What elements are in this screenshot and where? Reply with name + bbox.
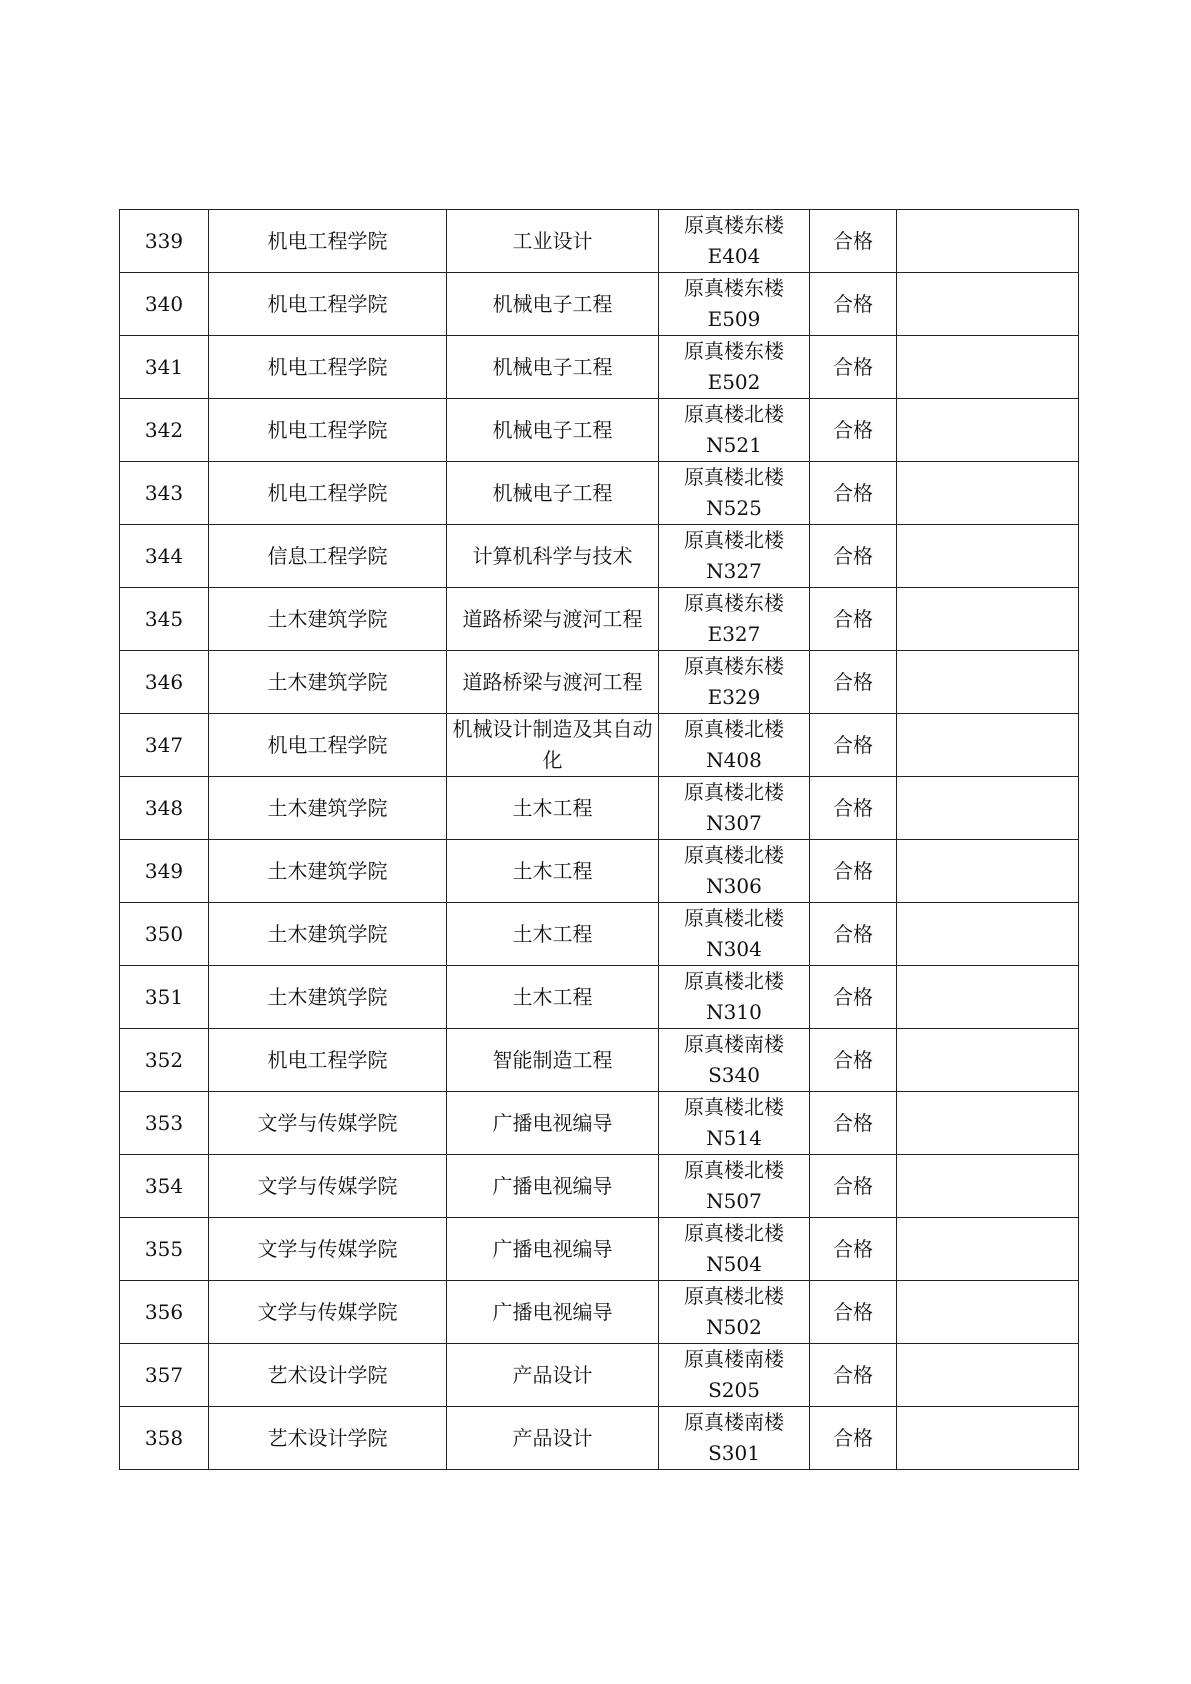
row-number-cell: 342 bbox=[120, 399, 209, 462]
row-number-cell: 344 bbox=[120, 525, 209, 588]
note-cell bbox=[897, 1281, 1079, 1344]
location-cell bbox=[659, 1092, 810, 1155]
room-number: N304 bbox=[706, 937, 762, 961]
major-cell: 土木工程 bbox=[447, 840, 659, 903]
note-cell bbox=[897, 1344, 1079, 1407]
college-cell: 土木建筑学院 bbox=[209, 651, 447, 714]
table-body bbox=[120, 210, 1079, 1470]
room-number: E329 bbox=[707, 685, 761, 709]
college-cell: 土木建筑学院 bbox=[209, 966, 447, 1029]
college-cell: 文学与传媒学院 bbox=[209, 1218, 447, 1281]
row-number-cell: 355 bbox=[120, 1218, 209, 1281]
room-number: N504 bbox=[706, 1252, 762, 1276]
note-cell bbox=[897, 462, 1079, 525]
row-number-cell: 343 bbox=[120, 462, 209, 525]
table-row bbox=[120, 1218, 1079, 1281]
major-cell: 土木工程 bbox=[447, 966, 659, 1029]
building-name: 原真楼北楼 bbox=[684, 465, 784, 489]
note-cell bbox=[897, 714, 1079, 777]
location-cell bbox=[659, 1407, 810, 1470]
major-cell: 土木工程 bbox=[447, 777, 659, 840]
note-cell bbox=[897, 1407, 1079, 1470]
note-cell bbox=[897, 1029, 1079, 1092]
college-cell: 土木建筑学院 bbox=[209, 777, 447, 840]
location-cell bbox=[659, 714, 810, 777]
room-number: N502 bbox=[706, 1315, 762, 1339]
row-number-cell: 346 bbox=[120, 651, 209, 714]
result-cell: 合格 bbox=[810, 1155, 897, 1218]
location-cell bbox=[659, 399, 810, 462]
result-cell: 合格 bbox=[810, 714, 897, 777]
table-row bbox=[120, 966, 1079, 1029]
note-cell bbox=[897, 903, 1079, 966]
row-number-cell: 351 bbox=[120, 966, 209, 1029]
note-cell bbox=[897, 651, 1079, 714]
table-row bbox=[120, 1029, 1079, 1092]
result-cell: 合格 bbox=[810, 966, 897, 1029]
result-cell: 合格 bbox=[810, 273, 897, 336]
result-cell: 合格 bbox=[810, 777, 897, 840]
college-cell: 机电工程学院 bbox=[209, 336, 447, 399]
major-cell: 机械电子工程 bbox=[447, 273, 659, 336]
room-number: N521 bbox=[706, 433, 762, 457]
major-cell: 广播电视编导 bbox=[447, 1155, 659, 1218]
location-cell bbox=[659, 336, 810, 399]
row-number-cell: 345 bbox=[120, 588, 209, 651]
college-cell: 机电工程学院 bbox=[209, 714, 447, 777]
result-cell: 合格 bbox=[810, 1218, 897, 1281]
room-number: N525 bbox=[706, 496, 762, 520]
building-name: 原真楼北楼 bbox=[684, 969, 784, 993]
major-cell: 道路桥梁与渡河工程 bbox=[447, 651, 659, 714]
building-name: 原真楼北楼 bbox=[684, 717, 784, 741]
table-row bbox=[120, 588, 1079, 651]
college-cell: 机电工程学院 bbox=[209, 210, 447, 273]
result-cell: 合格 bbox=[810, 651, 897, 714]
room-number: E502 bbox=[707, 370, 761, 394]
room-number: E509 bbox=[707, 307, 761, 331]
college-cell: 机电工程学院 bbox=[209, 399, 447, 462]
table-row bbox=[120, 840, 1079, 903]
building-name: 原真楼北楼 bbox=[684, 1158, 784, 1182]
table-row bbox=[120, 714, 1079, 777]
row-number-cell: 348 bbox=[120, 777, 209, 840]
result-cell: 合格 bbox=[810, 1344, 897, 1407]
result-cell: 合格 bbox=[810, 399, 897, 462]
college-cell: 土木建筑学院 bbox=[209, 840, 447, 903]
college-cell: 艺术设计学院 bbox=[209, 1407, 447, 1470]
location-cell bbox=[659, 903, 810, 966]
note-cell bbox=[897, 336, 1079, 399]
major-cell: 产品设计 bbox=[447, 1407, 659, 1470]
result-cell: 合格 bbox=[810, 1407, 897, 1470]
note-cell bbox=[897, 273, 1079, 336]
room-number: N310 bbox=[706, 1000, 762, 1024]
room-number: N514 bbox=[706, 1126, 762, 1150]
note-cell bbox=[897, 1155, 1079, 1218]
location-cell bbox=[659, 1281, 810, 1344]
row-number-cell: 350 bbox=[120, 903, 209, 966]
note-cell bbox=[897, 210, 1079, 273]
note-cell bbox=[897, 1092, 1079, 1155]
college-cell: 文学与传媒学院 bbox=[209, 1092, 447, 1155]
row-number-cell: 347 bbox=[120, 714, 209, 777]
college-cell: 艺术设计学院 bbox=[209, 1344, 447, 1407]
table-row bbox=[120, 273, 1079, 336]
building-name: 原真楼北楼 bbox=[684, 843, 784, 867]
table-row bbox=[120, 1281, 1079, 1344]
room-number: E327 bbox=[707, 622, 761, 646]
college-cell: 机电工程学院 bbox=[209, 273, 447, 336]
college-cell: 土木建筑学院 bbox=[209, 588, 447, 651]
table-row bbox=[120, 1155, 1079, 1218]
building-name: 原真楼北楼 bbox=[684, 780, 784, 804]
table-row bbox=[120, 399, 1079, 462]
result-cell: 合格 bbox=[810, 525, 897, 588]
college-cell: 机电工程学院 bbox=[209, 1029, 447, 1092]
major-cell: 计算机科学与技术 bbox=[447, 525, 659, 588]
building-name: 原真楼东楼 bbox=[684, 276, 784, 300]
row-number-cell: 353 bbox=[120, 1092, 209, 1155]
major-cell: 工业设计 bbox=[447, 210, 659, 273]
row-number-cell: 354 bbox=[120, 1155, 209, 1218]
location-cell bbox=[659, 525, 810, 588]
table-row bbox=[120, 777, 1079, 840]
row-number-cell: 357 bbox=[120, 1344, 209, 1407]
college-cell: 土木建筑学院 bbox=[209, 903, 447, 966]
building-name: 原真楼北楼 bbox=[684, 1284, 784, 1308]
location-cell bbox=[659, 273, 810, 336]
location-cell bbox=[659, 840, 810, 903]
room-number: N408 bbox=[706, 748, 762, 772]
result-cell: 合格 bbox=[810, 840, 897, 903]
table-row bbox=[120, 903, 1079, 966]
room-number: N507 bbox=[706, 1189, 762, 1213]
major-cell: 道路桥梁与渡河工程 bbox=[447, 588, 659, 651]
note-cell bbox=[897, 525, 1079, 588]
table-row bbox=[120, 336, 1079, 399]
building-name: 原真楼南楼 bbox=[684, 1032, 784, 1056]
note-cell bbox=[897, 1218, 1079, 1281]
building-name: 原真楼东楼 bbox=[684, 591, 784, 615]
location-cell bbox=[659, 210, 810, 273]
room-number: S340 bbox=[708, 1063, 760, 1087]
note-cell bbox=[897, 777, 1079, 840]
building-name: 原真楼北楼 bbox=[684, 1221, 784, 1245]
location-cell bbox=[659, 1344, 810, 1407]
major-cell: 产品设计 bbox=[447, 1344, 659, 1407]
note-cell bbox=[897, 588, 1079, 651]
table-row bbox=[120, 462, 1079, 525]
college-cell: 机电工程学院 bbox=[209, 462, 447, 525]
building-name: 原真楼东楼 bbox=[684, 339, 784, 363]
table-row bbox=[120, 1344, 1079, 1407]
room-number: N306 bbox=[706, 874, 762, 898]
major-cell: 机械设计制造及其自动化 bbox=[447, 714, 659, 777]
location-cell bbox=[659, 462, 810, 525]
building-name: 原真楼北楼 bbox=[684, 528, 784, 552]
major-cell: 广播电视编导 bbox=[447, 1218, 659, 1281]
result-cell: 合格 bbox=[810, 462, 897, 525]
location-cell bbox=[659, 966, 810, 1029]
major-cell: 智能制造工程 bbox=[447, 1029, 659, 1092]
row-number-cell: 339 bbox=[120, 210, 209, 273]
major-cell: 机械电子工程 bbox=[447, 336, 659, 399]
result-cell: 合格 bbox=[810, 1029, 897, 1092]
room-number: E404 bbox=[707, 244, 761, 268]
table-row bbox=[120, 525, 1079, 588]
row-number-cell: 349 bbox=[120, 840, 209, 903]
result-cell: 合格 bbox=[810, 1092, 897, 1155]
building-name: 原真楼北楼 bbox=[684, 1095, 784, 1119]
result-cell: 合格 bbox=[810, 1281, 897, 1344]
location-cell bbox=[659, 1218, 810, 1281]
row-number-cell: 358 bbox=[120, 1407, 209, 1470]
row-number-cell: 341 bbox=[120, 336, 209, 399]
result-cell: 合格 bbox=[810, 210, 897, 273]
room-number: S301 bbox=[708, 1441, 760, 1465]
major-cell: 广播电视编导 bbox=[447, 1092, 659, 1155]
table-row bbox=[120, 1092, 1079, 1155]
table-row bbox=[120, 651, 1079, 714]
building-name: 原真楼北楼 bbox=[684, 402, 784, 426]
location-cell bbox=[659, 1029, 810, 1092]
note-cell bbox=[897, 966, 1079, 1029]
location-cell bbox=[659, 777, 810, 840]
note-cell bbox=[897, 840, 1079, 903]
table-row bbox=[120, 1407, 1079, 1470]
table-row bbox=[120, 210, 1079, 273]
location-cell bbox=[659, 651, 810, 714]
row-number-cell: 356 bbox=[120, 1281, 209, 1344]
inspection-results-table bbox=[119, 209, 1079, 1470]
room-number: S205 bbox=[708, 1378, 760, 1402]
room-number: N307 bbox=[706, 811, 762, 835]
row-number-cell: 352 bbox=[120, 1029, 209, 1092]
building-name: 原真楼南楼 bbox=[684, 1347, 784, 1371]
major-cell: 机械电子工程 bbox=[447, 399, 659, 462]
note-cell bbox=[897, 399, 1079, 462]
college-cell: 文学与传媒学院 bbox=[209, 1155, 447, 1218]
major-cell: 广播电视编导 bbox=[447, 1281, 659, 1344]
row-number-cell: 340 bbox=[120, 273, 209, 336]
room-number: N327 bbox=[706, 559, 762, 583]
major-cell: 机械电子工程 bbox=[447, 462, 659, 525]
location-cell bbox=[659, 1155, 810, 1218]
location-cell bbox=[659, 588, 810, 651]
building-name: 原真楼南楼 bbox=[684, 1410, 784, 1434]
result-cell: 合格 bbox=[810, 336, 897, 399]
building-name: 原真楼东楼 bbox=[684, 213, 784, 237]
college-cell: 文学与传媒学院 bbox=[209, 1281, 447, 1344]
building-name: 原真楼北楼 bbox=[684, 906, 784, 930]
result-cell: 合格 bbox=[810, 903, 897, 966]
major-cell: 土木工程 bbox=[447, 903, 659, 966]
building-name: 原真楼东楼 bbox=[684, 654, 784, 678]
college-cell: 信息工程学院 bbox=[209, 525, 447, 588]
result-cell: 合格 bbox=[810, 588, 897, 651]
